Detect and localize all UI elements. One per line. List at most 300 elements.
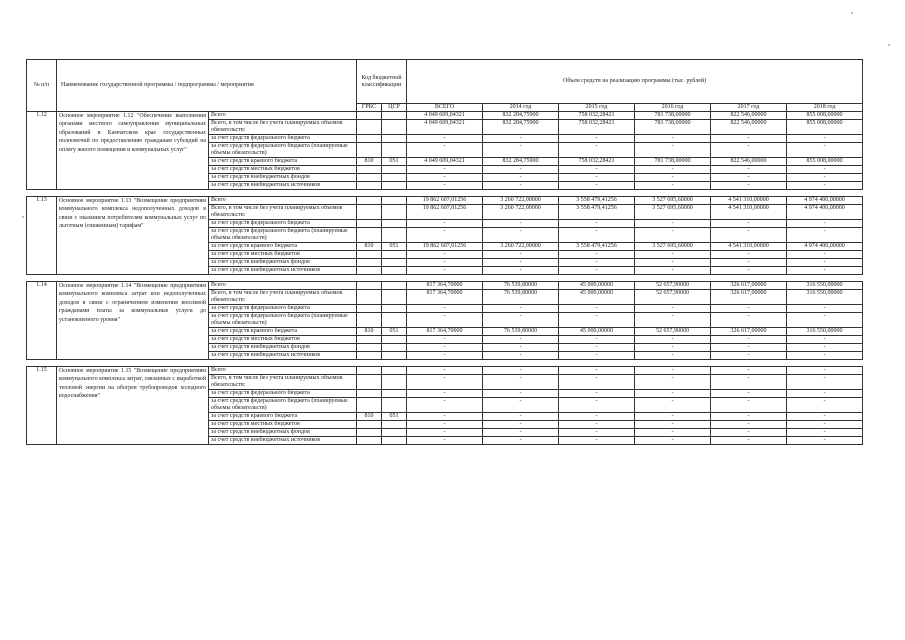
year-value: 3 558 479,41256 bbox=[559, 197, 635, 205]
grbs-header: ГРБС bbox=[357, 104, 382, 112]
funding-source: за счет средств краевого бюджета bbox=[209, 243, 357, 251]
year-value: - bbox=[711, 166, 787, 174]
year-value: - bbox=[711, 251, 787, 259]
year-value: - bbox=[787, 259, 863, 267]
csr-cell bbox=[382, 135, 407, 143]
year-value: - bbox=[483, 437, 559, 445]
year-value: 832 284,75900 bbox=[483, 120, 559, 135]
year-value: 822 546,00000 bbox=[711, 158, 787, 166]
year-value: - bbox=[559, 143, 635, 158]
funding-source: за счет средств местных бюджетов bbox=[209, 421, 357, 429]
spacer-row bbox=[27, 190, 863, 197]
csr-cell bbox=[382, 367, 407, 375]
year-value: - bbox=[787, 437, 863, 445]
year-value: - bbox=[787, 313, 863, 328]
year-header: 2016 год bbox=[635, 104, 711, 112]
funding-source: за счет средств федерального бюджета bbox=[209, 220, 357, 228]
spacer-cell bbox=[27, 190, 863, 197]
year-value: - bbox=[711, 182, 787, 190]
year-value: - bbox=[483, 413, 559, 421]
csr-cell bbox=[382, 174, 407, 182]
year-value: - bbox=[787, 251, 863, 259]
year-header: 2015 год bbox=[559, 104, 635, 112]
year-value: - bbox=[559, 367, 635, 375]
year-value: - bbox=[711, 336, 787, 344]
funding-source: за счет средств местных бюджетов bbox=[209, 251, 357, 259]
year-value: - bbox=[559, 352, 635, 360]
year-value: - bbox=[559, 228, 635, 243]
grbs-cell bbox=[357, 390, 382, 398]
funding-source: за счет средств местных бюджетов bbox=[209, 336, 357, 344]
year-value: - bbox=[635, 429, 711, 437]
col-code-header: Код бюджетной классификации bbox=[357, 60, 407, 104]
grbs-cell: 810 bbox=[357, 413, 382, 421]
year-value: - bbox=[711, 220, 787, 228]
year-value: - bbox=[635, 336, 711, 344]
year-value: - bbox=[559, 390, 635, 398]
scan-speck bbox=[22, 216, 24, 218]
year-value: 781 738,00000 bbox=[635, 112, 711, 120]
year-value: - bbox=[559, 135, 635, 143]
csr-cell bbox=[382, 112, 407, 120]
csr-cell bbox=[382, 390, 407, 398]
year-value: 52 657,90000 bbox=[635, 282, 711, 290]
csr-cell bbox=[382, 166, 407, 174]
grbs-cell: 810 bbox=[357, 328, 382, 336]
funding-source: Всего, в том числе без учета планируемых объемов обязательств: bbox=[209, 290, 357, 305]
year-value: - bbox=[787, 220, 863, 228]
year-value: 76 539,80000 bbox=[483, 282, 559, 290]
year-value: - bbox=[711, 421, 787, 429]
year-value: - bbox=[483, 305, 559, 313]
total-value: - bbox=[407, 174, 483, 182]
funding-source: за счет средств краевого бюджета bbox=[209, 328, 357, 336]
funding-source: Всего bbox=[209, 367, 357, 375]
grbs-cell bbox=[357, 267, 382, 275]
total-value: - bbox=[407, 437, 483, 445]
total-value: - bbox=[407, 336, 483, 344]
year-value: - bbox=[483, 375, 559, 390]
csr-cell bbox=[382, 313, 407, 328]
grbs-cell bbox=[357, 120, 382, 135]
year-value: 758 032,28421 bbox=[559, 120, 635, 135]
spacer-cell bbox=[27, 275, 863, 282]
year-value: - bbox=[635, 367, 711, 375]
year-value: 326 617,00000 bbox=[711, 282, 787, 290]
table-row bbox=[27, 197, 863, 205]
year-value: - bbox=[635, 251, 711, 259]
total-value: - bbox=[407, 251, 483, 259]
year-value: 52 657,90000 bbox=[635, 328, 711, 336]
csr-cell bbox=[382, 437, 407, 445]
year-value: 76 539,80000 bbox=[483, 328, 559, 336]
csr-cell bbox=[382, 290, 407, 305]
total-value: - bbox=[407, 182, 483, 190]
col-num-header: № п/п bbox=[27, 60, 57, 112]
year-value: - bbox=[483, 421, 559, 429]
funding-source: за счет средств федерального бюджета (планируемые объемы обязательств) bbox=[209, 143, 357, 158]
csr-cell bbox=[382, 259, 407, 267]
year-value: - bbox=[711, 259, 787, 267]
year-value: 855 008,00000 bbox=[787, 120, 863, 135]
table-row bbox=[27, 112, 863, 120]
grbs-cell bbox=[357, 437, 382, 445]
grbs-cell bbox=[357, 352, 382, 360]
budget-table-sheet bbox=[26, 59, 863, 445]
year-value: - bbox=[635, 421, 711, 429]
funding-source: за счет средств местных бюджетов bbox=[209, 166, 357, 174]
year-value: 45 000,00000 bbox=[559, 328, 635, 336]
year-value: 758 032,28421 bbox=[559, 112, 635, 120]
year-value: 822 546,00000 bbox=[711, 112, 787, 120]
year-value: 52 657,90000 bbox=[635, 290, 711, 305]
year-value: - bbox=[711, 143, 787, 158]
year-value: - bbox=[559, 413, 635, 421]
total-value: - bbox=[407, 352, 483, 360]
total-value: - bbox=[407, 135, 483, 143]
year-value: 4 541 310,00000 bbox=[711, 197, 787, 205]
csr-cell: 051 bbox=[382, 413, 407, 421]
year-value: - bbox=[711, 135, 787, 143]
year-value: - bbox=[483, 398, 559, 413]
year-value: - bbox=[483, 267, 559, 275]
col-volume-header: Объем средств на реализацию программы (тыс. рублей) bbox=[407, 60, 863, 104]
spacer-row bbox=[27, 360, 863, 367]
grbs-cell bbox=[357, 344, 382, 352]
year-value: - bbox=[635, 375, 711, 390]
csr-cell: 051 bbox=[382, 243, 407, 251]
year-value: 855 008,00000 bbox=[787, 158, 863, 166]
total-value: - bbox=[407, 305, 483, 313]
csr-cell bbox=[382, 220, 407, 228]
year-value: 822 546,00000 bbox=[711, 120, 787, 135]
grbs-cell bbox=[357, 143, 382, 158]
year-value: - bbox=[559, 267, 635, 275]
grbs-cell bbox=[357, 228, 382, 243]
grbs-cell bbox=[357, 197, 382, 205]
measure-name: Основное мероприятие 1.14 "Возмещение предприятиям коммунального комплекса затрат или недополученных доходов в связи с ограничением изменения вносимой гражданами платы за коммунальные услуги до установленного уровня" bbox=[57, 282, 209, 360]
table-body bbox=[27, 112, 863, 445]
total-value: 19 862 607,01256 bbox=[407, 205, 483, 220]
year-value: - bbox=[559, 182, 635, 190]
csr-cell bbox=[382, 143, 407, 158]
csr-cell bbox=[382, 182, 407, 190]
year-value: 832 284,75900 bbox=[483, 112, 559, 120]
year-value: - bbox=[559, 344, 635, 352]
grbs-cell bbox=[357, 259, 382, 267]
total-value: - bbox=[407, 267, 483, 275]
year-value: - bbox=[711, 313, 787, 328]
funding-source: за счет средств внебюджетных фондов bbox=[209, 344, 357, 352]
year-value: - bbox=[787, 228, 863, 243]
measure-name: Основное мероприятие 1.12 "Обеспечение выполнения органами местного самоуправления муниципальных образований в Камчатском крае государственных полномочий по предоставлению гражданам субсидий на оплату жилого помещения и коммунальных услуг" bbox=[57, 112, 209, 190]
year-value: 4 974 400,00000 bbox=[787, 197, 863, 205]
funding-source: за счет средств внебюджетных источников bbox=[209, 267, 357, 275]
funding-source: Всего bbox=[209, 197, 357, 205]
total-header: ВСЕГО bbox=[407, 104, 483, 112]
year-value: - bbox=[711, 174, 787, 182]
funding-source: за счет средств федерального бюджета bbox=[209, 135, 357, 143]
year-value: - bbox=[635, 166, 711, 174]
grbs-cell bbox=[357, 135, 382, 143]
measure-name: Основное мероприятие 1.15 "Возмещение предприятиям коммунального комплекса затрат, связанных с выработкой тепловой энергии на обогрев трубопроводов холодного водоснабжения" bbox=[57, 367, 209, 445]
funding-source: Всего, в том числе без учета планируемых объемов обязательств: bbox=[209, 120, 357, 135]
budget-table bbox=[26, 59, 863, 445]
year-value: - bbox=[787, 413, 863, 421]
grbs-cell: 810 bbox=[357, 243, 382, 251]
year-value: 326 617,00000 bbox=[711, 328, 787, 336]
year-value: - bbox=[483, 166, 559, 174]
year-value: - bbox=[787, 367, 863, 375]
funding-source: за счет средств федерального бюджета (планируемые объемы обязательств) bbox=[209, 228, 357, 243]
funding-source: за счет средств федерального бюджета bbox=[209, 305, 357, 313]
year-value: - bbox=[559, 398, 635, 413]
year-value: - bbox=[483, 182, 559, 190]
total-value: - bbox=[407, 313, 483, 328]
total-value: 4 049 609,04321 bbox=[407, 158, 483, 166]
year-value: 781 738,00000 bbox=[635, 120, 711, 135]
year-value: 316 550,00000 bbox=[787, 282, 863, 290]
csr-cell bbox=[382, 251, 407, 259]
spacer-cell bbox=[27, 360, 863, 367]
csr-cell bbox=[382, 344, 407, 352]
csr-cell bbox=[382, 352, 407, 360]
year-value: - bbox=[711, 267, 787, 275]
year-value: - bbox=[483, 174, 559, 182]
year-value: 3 260 722,00000 bbox=[483, 197, 559, 205]
year-value: 3 260 722,00000 bbox=[483, 205, 559, 220]
csr-cell: 051 bbox=[382, 158, 407, 166]
grbs-cell bbox=[357, 429, 382, 437]
year-header: 2014 год bbox=[483, 104, 559, 112]
grbs-cell bbox=[357, 336, 382, 344]
grbs-cell bbox=[357, 205, 382, 220]
year-value: 855 008,00000 bbox=[787, 112, 863, 120]
year-value: - bbox=[787, 344, 863, 352]
csr-cell bbox=[382, 305, 407, 313]
year-value: - bbox=[635, 390, 711, 398]
total-value: - bbox=[407, 143, 483, 158]
year-value: - bbox=[787, 305, 863, 313]
year-value: 316 550,00000 bbox=[787, 290, 863, 305]
year-value: - bbox=[711, 390, 787, 398]
total-value: - bbox=[407, 259, 483, 267]
year-value: - bbox=[483, 313, 559, 328]
year-value: 4 541 310,00000 bbox=[711, 243, 787, 251]
year-value: - bbox=[787, 336, 863, 344]
total-value: 4 049 609,04321 bbox=[407, 112, 483, 120]
year-value: - bbox=[559, 251, 635, 259]
total-value: - bbox=[407, 344, 483, 352]
year-value: - bbox=[483, 135, 559, 143]
funding-source: за счет средств внебюджетных фондов bbox=[209, 174, 357, 182]
year-value: 3 527 695,60000 bbox=[635, 205, 711, 220]
scan-speck bbox=[851, 12, 853, 14]
year-value: 326 617,00000 bbox=[711, 290, 787, 305]
year-value: - bbox=[635, 267, 711, 275]
year-value: - bbox=[711, 413, 787, 421]
year-value: - bbox=[635, 313, 711, 328]
year-value: - bbox=[483, 352, 559, 360]
total-value: - bbox=[407, 413, 483, 421]
funding-source: за счет средств внебюджетных источников bbox=[209, 352, 357, 360]
year-value: 45 000,00000 bbox=[559, 290, 635, 305]
year-value: - bbox=[483, 220, 559, 228]
year-header: 2018 год bbox=[787, 104, 863, 112]
scan-speck bbox=[888, 44, 890, 46]
year-value: - bbox=[559, 437, 635, 445]
year-value: 3 527 695,60000 bbox=[635, 243, 711, 251]
year-value: - bbox=[635, 259, 711, 267]
year-value: 3 527 695,60000 bbox=[635, 197, 711, 205]
year-value: - bbox=[711, 398, 787, 413]
year-value: - bbox=[483, 259, 559, 267]
funding-source: Всего bbox=[209, 112, 357, 120]
total-value: - bbox=[407, 228, 483, 243]
total-value: - bbox=[407, 398, 483, 413]
grbs-cell bbox=[357, 182, 382, 190]
year-value: 76 539,80000 bbox=[483, 290, 559, 305]
year-value: - bbox=[635, 305, 711, 313]
grbs-cell bbox=[357, 421, 382, 429]
year-value: - bbox=[483, 429, 559, 437]
grbs-cell bbox=[357, 375, 382, 390]
funding-source: за счет средств внебюджетных фондов bbox=[209, 259, 357, 267]
year-value: - bbox=[559, 305, 635, 313]
year-value: - bbox=[711, 375, 787, 390]
year-value: - bbox=[635, 344, 711, 352]
grbs-cell bbox=[357, 367, 382, 375]
year-value: 4 541 310,00000 bbox=[711, 205, 787, 220]
total-value: - bbox=[407, 429, 483, 437]
csr-cell bbox=[382, 228, 407, 243]
grbs-cell: 810 bbox=[357, 158, 382, 166]
measure-name: Основное мероприятие 1.13 "Возмещение предприятиям коммунального комплекса недополученных доходов в связи с оказанием потребителям коммунальных услуг по льготным (сниженным) тарифам" bbox=[57, 197, 209, 275]
total-value: - bbox=[407, 390, 483, 398]
measure-index: 1.15 bbox=[27, 367, 57, 445]
year-value: - bbox=[483, 344, 559, 352]
grbs-cell bbox=[357, 112, 382, 120]
grbs-cell bbox=[357, 166, 382, 174]
funding-source: Всего, в том числе без учета планируемых объемов обязательств: bbox=[209, 205, 357, 220]
csr-header: ЦСР bbox=[382, 104, 407, 112]
year-value: - bbox=[787, 421, 863, 429]
grbs-cell bbox=[357, 305, 382, 313]
year-value: - bbox=[635, 352, 711, 360]
grbs-cell bbox=[357, 251, 382, 259]
year-value: - bbox=[483, 228, 559, 243]
year-value: 4 974 400,00000 bbox=[787, 205, 863, 220]
csr-cell bbox=[382, 120, 407, 135]
year-value: - bbox=[559, 375, 635, 390]
year-value: - bbox=[635, 437, 711, 445]
year-value: 758 032,28421 bbox=[559, 158, 635, 166]
funding-source: Всего, в том числе без учета планируемых объемов обязательств: bbox=[209, 375, 357, 390]
csr-cell bbox=[382, 398, 407, 413]
year-value: - bbox=[559, 336, 635, 344]
year-value: 3 558 479,41256 bbox=[559, 205, 635, 220]
year-value: - bbox=[635, 228, 711, 243]
year-value: - bbox=[483, 390, 559, 398]
year-value: - bbox=[711, 367, 787, 375]
year-value: - bbox=[787, 398, 863, 413]
funding-source: за счет средств федерального бюджета (планируемые объемы обязательств) bbox=[209, 313, 357, 328]
total-value: - bbox=[407, 220, 483, 228]
year-value: - bbox=[711, 352, 787, 360]
year-value: - bbox=[483, 251, 559, 259]
grbs-cell bbox=[357, 282, 382, 290]
total-value: - bbox=[407, 421, 483, 429]
grbs-cell bbox=[357, 398, 382, 413]
year-value: - bbox=[787, 267, 863, 275]
year-value: - bbox=[711, 429, 787, 437]
table-row bbox=[27, 282, 863, 290]
year-value: - bbox=[711, 228, 787, 243]
total-value: - bbox=[407, 166, 483, 174]
total-value: 19 862 607,01256 bbox=[407, 243, 483, 251]
year-value: - bbox=[711, 305, 787, 313]
table-row bbox=[27, 367, 863, 375]
funding-source: за счет средств краевого бюджета bbox=[209, 413, 357, 421]
year-value: - bbox=[559, 421, 635, 429]
year-value: - bbox=[483, 336, 559, 344]
total-value: 817 364,70000 bbox=[407, 290, 483, 305]
year-value: - bbox=[483, 367, 559, 375]
year-value: - bbox=[635, 220, 711, 228]
year-value: - bbox=[635, 143, 711, 158]
year-value: - bbox=[559, 174, 635, 182]
year-header: 2017 год bbox=[711, 104, 787, 112]
funding-source: за счет средств внебюджетных источников bbox=[209, 182, 357, 190]
year-value: 832 284,75900 bbox=[483, 158, 559, 166]
csr-cell bbox=[382, 336, 407, 344]
measure-index: 1.14 bbox=[27, 282, 57, 360]
year-value: - bbox=[559, 166, 635, 174]
total-value: - bbox=[407, 375, 483, 390]
year-value: - bbox=[787, 375, 863, 390]
csr-cell bbox=[382, 267, 407, 275]
year-value: - bbox=[559, 220, 635, 228]
year-value: - bbox=[787, 135, 863, 143]
funding-source: за счет средств внебюджетных источников bbox=[209, 437, 357, 445]
measure-index: 1.13 bbox=[27, 197, 57, 275]
csr-cell bbox=[382, 205, 407, 220]
year-value: - bbox=[559, 259, 635, 267]
year-value: 45 000,00000 bbox=[559, 282, 635, 290]
csr-cell bbox=[382, 282, 407, 290]
year-value: 3 558 479,41256 bbox=[559, 243, 635, 251]
csr-cell bbox=[382, 375, 407, 390]
year-value: - bbox=[787, 429, 863, 437]
measure-index: 1.12 bbox=[27, 112, 57, 190]
year-value: - bbox=[711, 344, 787, 352]
year-value: - bbox=[787, 166, 863, 174]
funding-source: за счет средств федерального бюджета bbox=[209, 390, 357, 398]
grbs-cell bbox=[357, 290, 382, 305]
col-name-header: Наименование государственной программы / подпрограммы / мероприятия bbox=[57, 60, 357, 112]
year-value: - bbox=[635, 135, 711, 143]
csr-cell: 051 bbox=[382, 328, 407, 336]
funding-source: Всего bbox=[209, 282, 357, 290]
total-value: 4 049 609,04321 bbox=[407, 120, 483, 135]
year-value: - bbox=[787, 174, 863, 182]
funding-source: за счет средств внебюджетных фондов bbox=[209, 429, 357, 437]
year-value: 316 550,00000 bbox=[787, 328, 863, 336]
funding-source: за счет средств федерального бюджета (планируемые объемы обязательств) bbox=[209, 398, 357, 413]
year-value: - bbox=[559, 429, 635, 437]
total-value: 817 364,70000 bbox=[407, 282, 483, 290]
funding-source: за счет средств краевого бюджета bbox=[209, 158, 357, 166]
